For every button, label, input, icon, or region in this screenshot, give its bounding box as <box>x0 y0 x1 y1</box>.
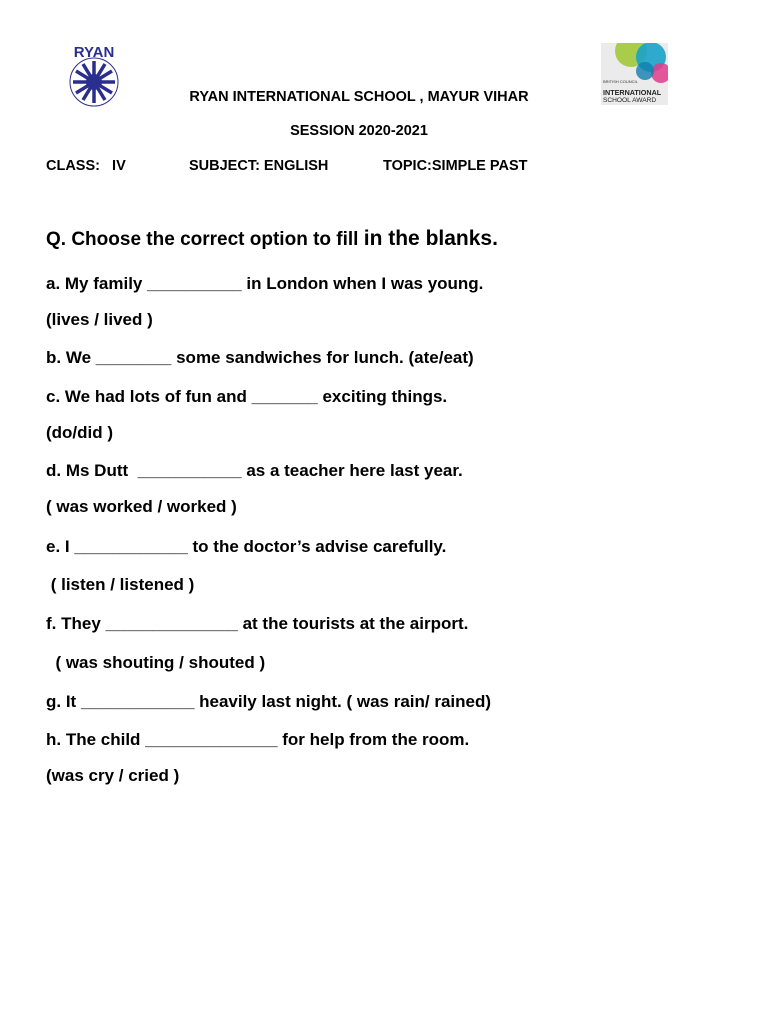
british-council-text: BRITISH COUNCIL <box>603 79 638 84</box>
item-f-options: ( was shouting / shouted ) <box>46 653 266 672</box>
item-c-options: (do/did ) <box>46 423 114 442</box>
topic-label: TOPIC:SIMPLE PAST <box>383 158 528 174</box>
ryan-logo-text: RYAN <box>73 44 115 61</box>
award-line1: INTERNATIONAL <box>603 88 662 97</box>
session-label: SESSION 2020-2021 <box>290 123 428 139</box>
item-a-options: (lives / lived ) <box>46 310 153 329</box>
subject-label: SUBJECT: ENGLISH <box>189 158 329 174</box>
item-h-options: (was cry / cried ) <box>46 766 180 785</box>
item-h: h. The child ______________ for help from the room. <box>46 730 470 749</box>
item-d: d. Ms Dutt ___________ as a teacher here last year. <box>46 461 463 480</box>
question-heading-part2: in the blanks. <box>363 227 498 250</box>
award-line2: SCHOOL AWARD <box>603 97 657 104</box>
item-a: a. My family __________ in London when I was young. <box>46 274 484 293</box>
class-label: CLASS: IV <box>46 158 126 174</box>
item-f: f. They ______________ at the tourists at the airport. <box>46 614 469 633</box>
item-b: b. We ________ some sandwiches for lunch. (ate/eat) <box>46 348 474 367</box>
question-heading-part1: Q. Choose the correct option to fill <box>46 229 364 250</box>
item-e: e. I ____________ to the doctor’s advise carefully. <box>46 537 447 556</box>
school-name: RYAN INTERNATIONAL SCHOOL , MAYUR VIHAR <box>189 89 529 105</box>
item-e-options: ( listen / listened ) <box>46 575 195 594</box>
item-g: g. It ____________ heavily last night. ( was rain/ rained) <box>46 692 492 711</box>
question-heading <box>46 227 498 251</box>
item-c: c. We had lots of fun and _______ exciting things. <box>46 387 448 406</box>
item-d-options: ( was worked / worked ) <box>46 497 237 516</box>
